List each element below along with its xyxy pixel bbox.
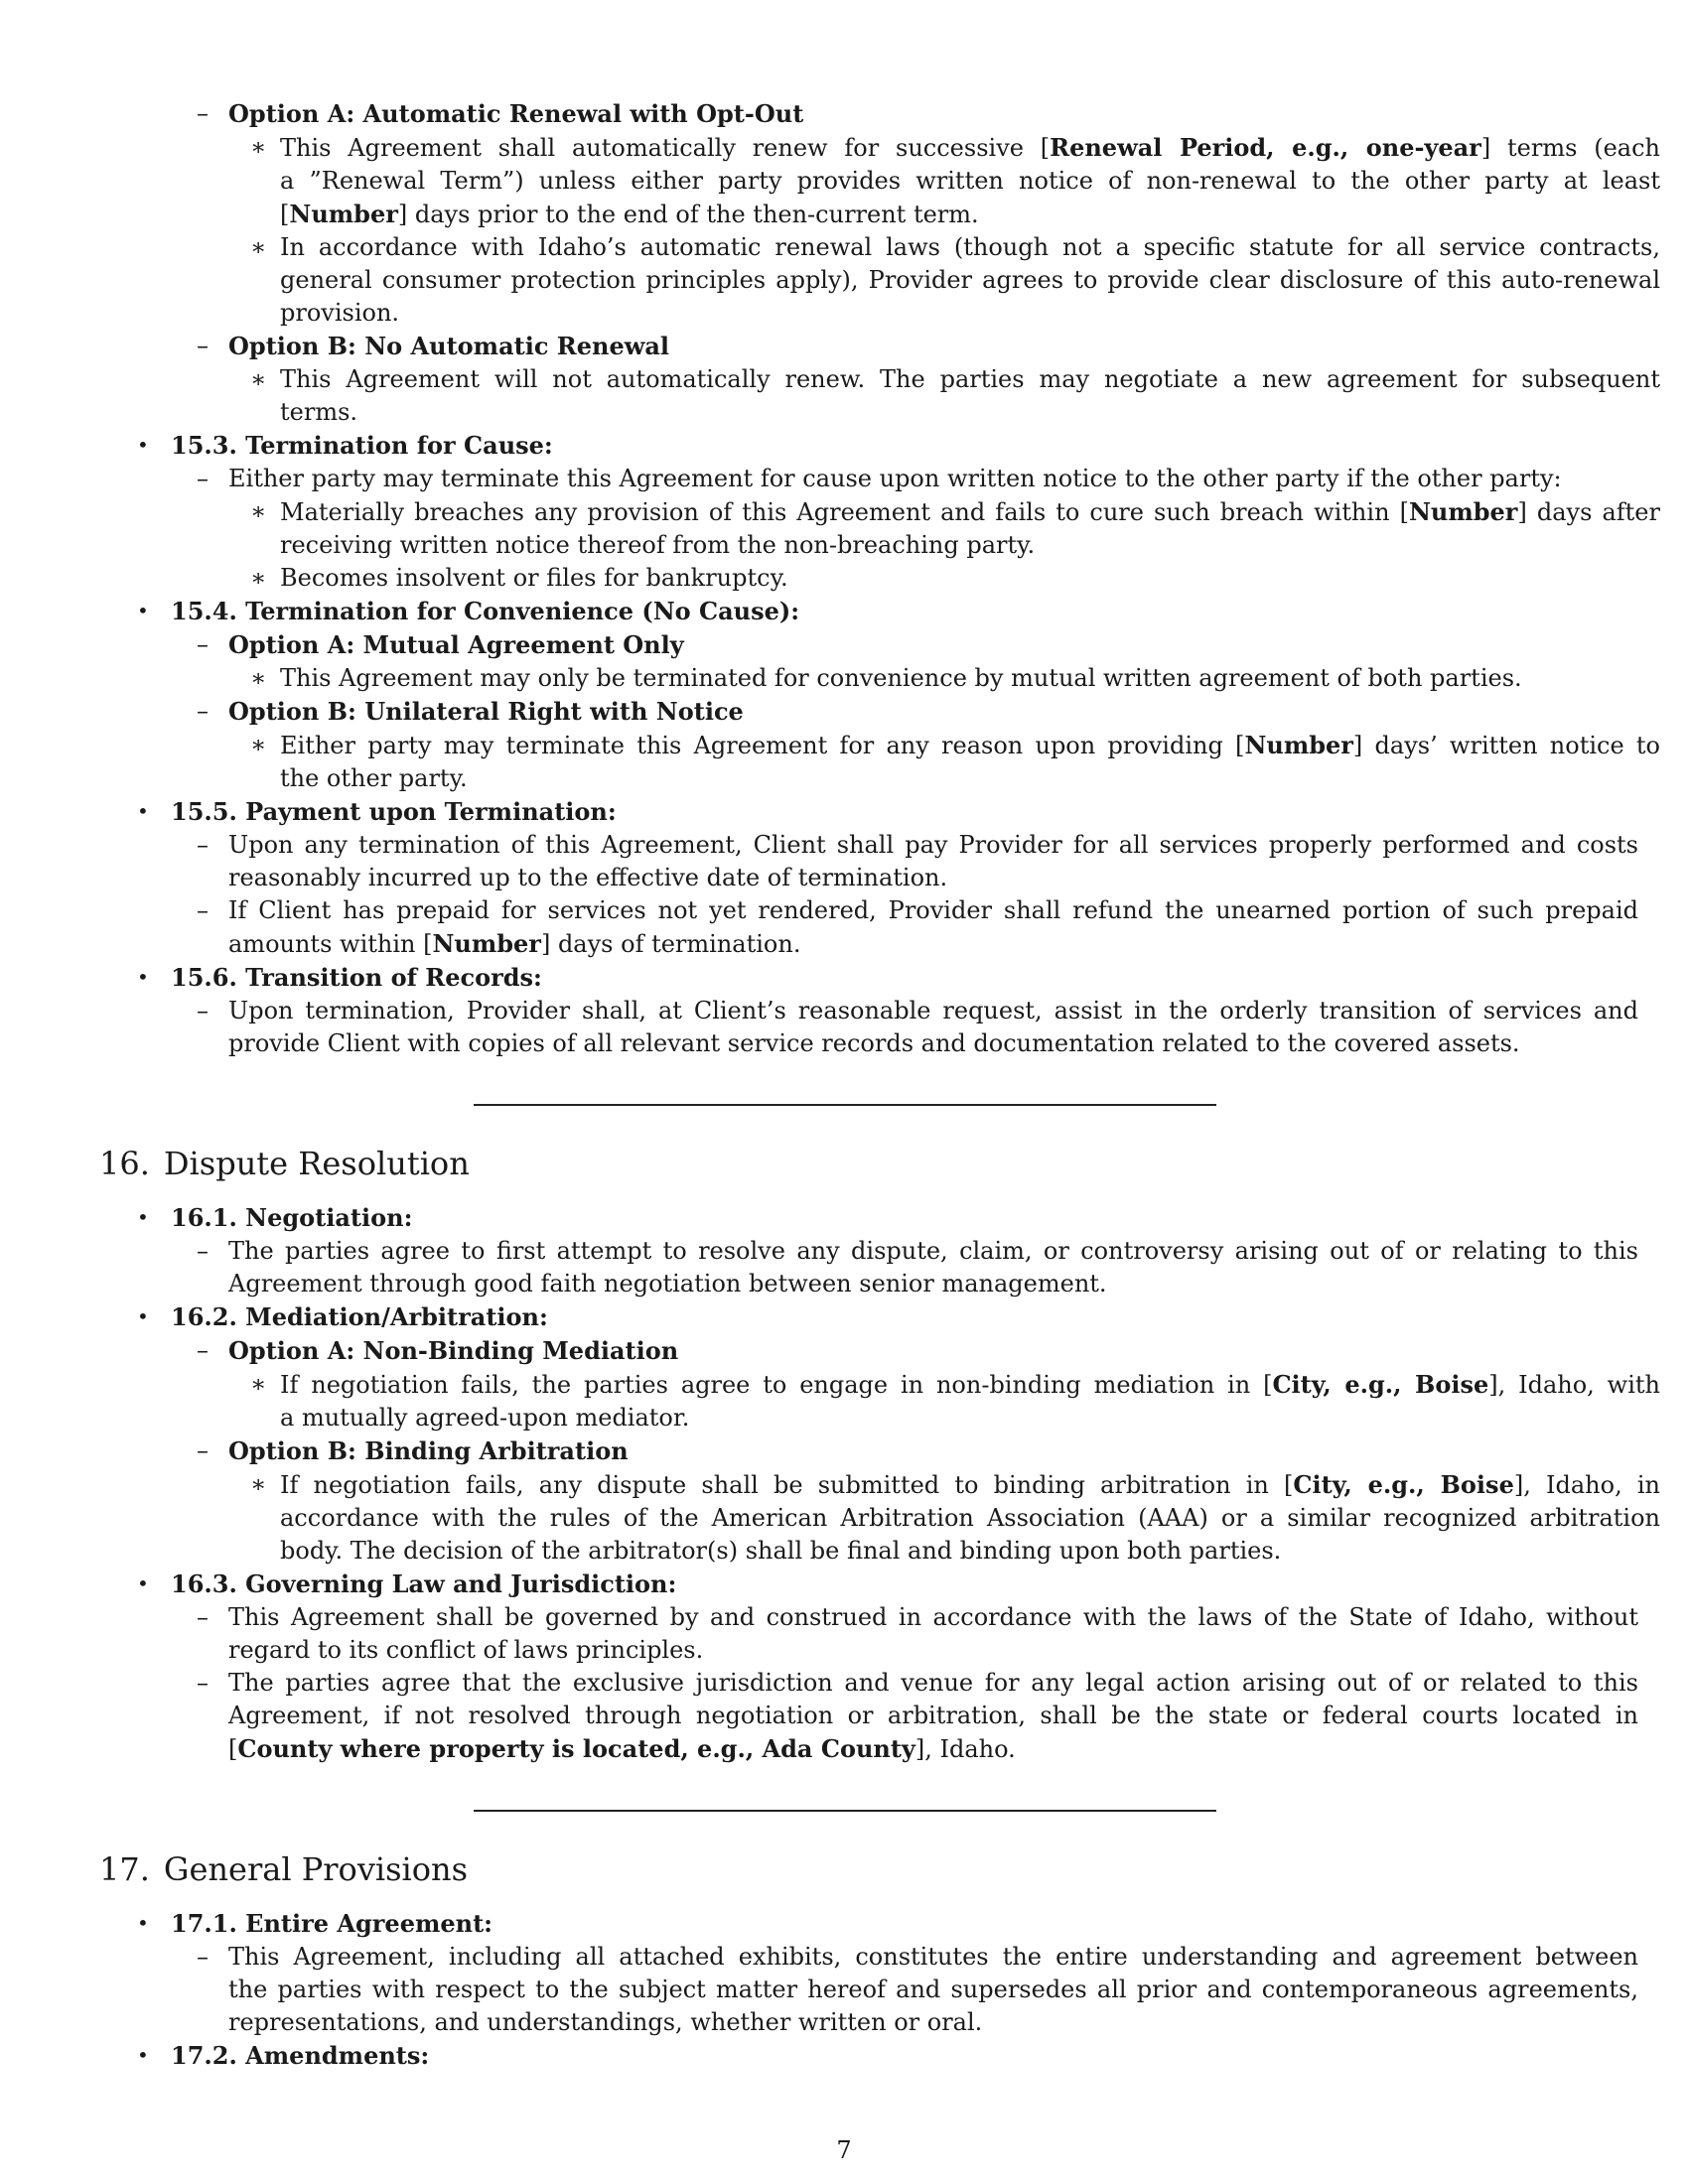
text-line: accordance with the rules of the American Arbitration Association (AAA) or a similar recognized arbitration [280,1504,1660,1532]
text-line: Agreement, if not resolved through negotiation or arbitration, shall be the state or federal courts located in [228,1702,1638,1729]
text-line: representations, and understandings, whether written or oral. [228,2008,983,2036]
list-item: • 17.1. Entire Agreement: [137,1909,493,1938]
list-item: • 15.5. Payment upon Termination: [137,797,617,826]
list-item: – Option A: Mutual Agreement Only [197,630,684,659]
text-line: the other party. [280,764,468,792]
text-line: regard to its conflict of laws principles. [228,1636,704,1664]
document-body [99,97,1661,2073]
text-line: terms. [280,398,358,426]
list-item: – The parties agree that the exclusive jurisdiction and venue for any legal action arising out of or related to this [197,1669,1638,1697]
list-item: ∗ If negotiation fails, the parties agree to engage in non-binding mediation in [City, e.g., Boise], Idaho, with [250,1370,1660,1399]
list-item: • 17.2. Amendments: [137,2041,430,2070]
text-line: the parties with respect to the subject matter hereof and supersedes all prior and contemporaneous agreements, [228,1976,1638,2003]
text-line: Agreement through good faith negotiation between senior management. [228,1270,1107,1297]
list-item: – Option B: No Automatic Renewal [197,332,670,360]
list-item: • 16.2. Mediation/Arbitration: [137,1302,548,1331]
text-line: amounts within [Number] days of termination. [228,929,801,958]
list-item: ∗ Either party may terminate this Agreement for any reason upon providing [Number] days’ written notice to [250,731,1661,759]
list-item: • 16.1. Negotiation: [137,1203,413,1232]
page-number: 7 [836,2136,852,2164]
list-item: ∗ Becomes insolvent or files for bankruptcy. [250,564,788,592]
list-item: – Option A: Non-Binding Mediation [197,1336,679,1365]
list-item: • 15.4. Termination for Convenience (No Cause): [137,597,800,625]
text-line: provision. [280,299,400,327]
list-item: ∗ If negotiation fails, any dispute shall be submitted to binding arbitration in [City, e.g., Boise], Idaho, in [250,1470,1660,1499]
text-line: a ”Renewal Term”) unless either party provides written notice of non-renewal to the other party at least [280,167,1660,195]
text-line: [Number] days prior to the end of the then-current term. [280,200,979,228]
text-line: provide Client with copies of all relevant service records and documentation related to the covered assets. [228,1029,1520,1057]
list-item: ∗ Materially breaches any provision of this Agreement and fails to cure such breach within [Number] days after [250,497,1660,526]
list-item: • 16.3. Governing Law and Jurisdiction: [137,1570,677,1598]
list-item: – This Agreement, including all attached exhibits, constitutes the entire understanding and agreement between [197,1943,1638,1971]
section-heading-17: 17. General Provisions [99,1850,469,1888]
list-item: • 15.6. Transition of Records: [137,963,542,992]
list-item: – Option B: Binding Arbitration [197,1436,629,1465]
section-heading-16: 16. Dispute Resolution [99,1145,470,1182]
section-divider [474,1104,1216,1106]
list-item: • 15.3. Termination for Cause: [137,431,553,460]
list-item: – Option B: Unilateral Right with Notice [197,697,744,726]
text-line: [County where property is located, e.g., Ada County], Idaho. [228,1734,1016,1763]
list-item: ∗ This Agreement will not automatically renew. The parties may negotiate a new agreement for subsequent [250,365,1660,393]
text-line: receiving written notice thereof from the non-breaching party. [280,531,1036,559]
section-divider [474,1810,1216,1812]
text-line: body. The decision of the arbitrator(s) shall be final and binding upon both parties. [280,1537,1282,1565]
list-item: ∗ This Agreement shall automatically renew for successive [Renewal Period, e.g., one-year] terms (each [250,133,1660,162]
list-item: – If Client has prepaid for services not yet rendered, Provider shall refund the unearned portion of such prepaid [197,896,1638,924]
list-item: – Upon termination, Provider shall, at Client’s reasonable request, assist in the orderly transition of services and [197,997,1638,1024]
text-line: reasonably incurred up to the effective date of termination. [228,864,948,891]
list-item: ∗ This Agreement may only be terminated for convenience by mutual written agreement of both parties. [250,664,1522,692]
list-item: – Either party may terminate this Agreement for cause upon written notice to the other party if the other party: [197,465,1562,492]
list-item: – This Agreement shall be governed by and construed in accordance with the laws of the State of Idaho, without [197,1603,1638,1631]
text-line: general consumer protection principles apply), Provider agrees to provide clear disclosure of this auto-renewal [280,266,1660,294]
list-item: ∗ In accordance with Idaho’s automatic renewal laws (though not a specific statute for all service contracts, [250,233,1660,261]
text-line: a mutually agreed-upon mediator. [280,1404,690,1432]
list-item: – Upon any termination of this Agreement, Client shall pay Provider for all services properly performed and costs [197,831,1638,859]
list-item: – The parties agree to first attempt to resolve any dispute, claim, or controversy arising out of or relating to this [197,1237,1638,1265]
list-item: – Option A: Automatic Renewal with Opt-Out [197,99,804,128]
